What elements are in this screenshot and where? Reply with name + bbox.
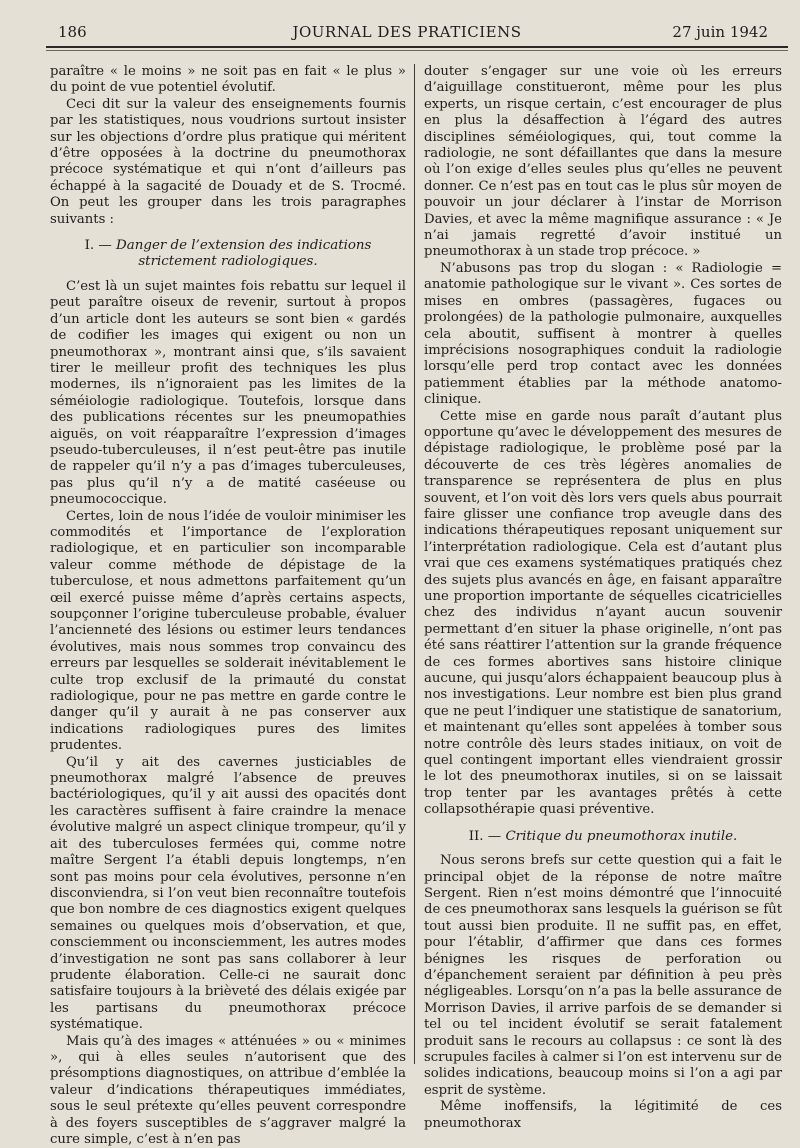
journal-title: JOURNAL DES PRATICIENS: [292, 23, 522, 41]
paragraph: Certes, loin de nous l’idée de vouloir minimiser les commodités et l’importance de l’exploration radiologique, et en particulier son incomparable valeur comme méthode de dépistage de la tuberculose, et nous admettons parfaitement qu’un œil exercé puisse même d’après certains aspects, soupçonner l’origine tuberculeuse probable, évaluer l’ancienneté des lésions ou estimer leurs tendances évolutives, mais nous sommes trop convaincu des erreurs par lesquelles se solderait inévitablement le culte trop exclusif de la primauté du constat radiologique, pour ne pas mettre en garde contre le danger qu’il y aurait à ne pas conserver aux indications radiologiques pures des limites prudentes.: [50, 508, 406, 754]
header-rule-thin: [46, 50, 788, 51]
paragraph: paraître « le moins » ne soit pas en fait « le plus » du point de vue potentiel évolutif.: [50, 64, 406, 96]
issue-date: 27 juin 1942: [672, 23, 768, 41]
header-rule: [46, 46, 788, 48]
paragraph: N’abusons pas trop du slogan : « Radiologie = anatomie pathologique sur le vivant ». Ces sortes de mises en ombres (passagères, fugaces ou prolongées) de la pathologie pulmonaire, auxquelles cela aboutit, suffisent à montrer à quelles imprécisions nosographiques conduit la radiologie lorsqu’elle perd trop contact avec les données patiemment établies par la méthode anatomo-clinique.: [424, 260, 782, 408]
paragraph: Ceci dit sur la valeur des enseignements fournis par les statistiques, nous voudrions surtout insister sur les objections d’ordre plus pratique qui méritent d’être opposées à la doctrine du pneumothorax précoce systématique et qui n’ont d’ailleurs pas échappé à la sagacité de Douady et de S. Trocmé. On peut les grouper dans les trois paragraphes suivants :: [50, 96, 406, 227]
column-divider: [414, 64, 415, 1064]
paragraph: Même inoffensifs, la légitimité de ces pneumothorax: [424, 1099, 782, 1131]
section-title: Danger de l’extension des indications strictement radiologiques.: [116, 238, 372, 270]
paragraph: douter s’engager sur une voie où les erreurs d’aiguillage constitueront, même pour les plus experts, un risque certain, c’est encourager de plus en plus la désaffection à l’égard des autres disciplines séméiologiques, qui, tout comme la radiologie, ne sont défaillantes que dans la mesure où l’on exige d’elles seules plus qu’elles ne peuvent donner. Ce n’est pas en tout cas le plus sûr moyen de pouvoir un jour déclarer à l’instar de Morrison Davies, et avec la même magnifique assurance : « Je n’ai jamais regretté d’avoir institué un pneumothorax à un stade trop précoce. »: [424, 64, 782, 260]
section-number: I. —: [84, 238, 112, 254]
paragraph: C’est là un sujet maintes fois rebattu sur lequel il peut paraître oiseux de revenir, surtout à propos d’un article dont les auteurs se sont bien « gardés de codifier les images qui exigent ou non un pneumothorax », montrant ainsi que, s’ils savaient tirer le meilleur profit des techniques les plus modernes, ils n’ignoraient pas les limites de la séméiologie radiologique. Toutefois, lorsque dans des publications récentes sur les pneumopathies aiguës, on voit réapparaître l’expression d’images pseudo-tuberculeuses, il n’est peut-être pas inutile de rappeler qu’il n’y a pas d’images tuberculeuses, pas plus qu’il n’y a de matité caséeuse ou pneumococcique.: [50, 278, 406, 508]
page-header: [46, 20, 768, 44]
paragraph: Cette mise en garde nous paraît d’autant plus opportune qu’avec le développement des mesures de dépistage radiologique, le problème posé par la découverte de ces très légères anomalies de transparence se représentera de plus en plus souvent, et l’on voit dès lors vers quels abus pourrait faire glisser une confiance trop aveugle dans des indications thérapeutiques reposant uniquement sur l’interprétation radiologique. Cela est d’autant plus vrai que ces examens systématiques pratiqués chez des sujets plus avancés en âge, en faisant apparaître une proportion importante de séquelles cicatricielles chez des individus n’ayant aucun souvenir permettant d’en situer la phase originelle, n’ont pas été sans réattirer l’attention sur la grande fréquence de ces formes abortives sans histoire clinique aucune, qui jusqu’alors échappaient beaucoup plus à nos investigations. Leur nombre est bien plus grand que ne peut l’indiquer une statistique de sanatorium, et maintenant qu’elles sont appelées à tomber sous notre contrôle dès leurs stades initiaux, on voit de quel contingent important elles viendraient grossir le lot des pneumothorax inutiles, si on se laissait trop tenter par les avantages prêtés à cette collapsothérapie quasi préventive.: [424, 408, 782, 818]
section-number: II. —: [468, 828, 502, 844]
section-heading-1: [50, 238, 406, 271]
section-title: Critique du pneumothorax inutile.: [505, 828, 738, 844]
page-number: 186: [58, 23, 87, 41]
paragraph: Nous serons brefs sur cette question qui a fait le principal objet de la réponse de notre maître Sergent. Rien n’est moins démontré que l’innocuité de ces pneumothorax sans lesquels la guérison se fût tout aussi bien produite. Il ne suffit pas, en effet, pour l’établir, d’affirmer que dans ces formes bénignes les risques de perforation ou d’épanchement seraient par définition à peu près négligeables. Lorsqu’on n’a pas la belle assurance de Morrison Davies, il arrive parfois de se demander si tel ou tel incident évolutif se serait fatalement produit sans le recours au collapsus : ce sont là des scrupules faciles à calmer si l’on est intervenu sur de solides indications, beaucoup moins si l’on a agi par esprit de système.: [424, 853, 782, 1098]
right-column: [424, 64, 782, 1131]
left-column: [50, 64, 406, 1147]
paragraph: Mais qu’à des images « atténuées » ou « minimes », qui à elles seules n’autorisent que des présomptions diagnostiques, on attribue d’emblée la valeur d’indications thérapeutiques immédiates, sous le seul prétexte qu’elles peuvent correspondre à des foyers susceptibles de s’aggraver malgré la cure simple, c’est à n’en pas: [50, 1033, 406, 1147]
section-heading-2: [424, 829, 782, 845]
paragraph: Qu’il y ait des cavernes justiciables de pneumothorax malgré l’absence de preuves bactériologiques, qu’il y ait aussi des opacités dont les caractères suffisent à faire craindre la menace évolutive malgré un aspect clinique trompeur, qu’il y ait des tuberculoses fermées qui, comme notre maître Sergent l’a établi depuis longtemps, n’en sont pas moins pour cela évolutives, personne n’en disconviendra, si l’on veut bien reconnaître toutefois que bon nombre de ces diagnostics exigent quelques semaines ou quelques mois d’observation, et que, consciemment ou inconsciemment, les autres modes d’investigation ne sont pas sans collaborer à leur prudente élaboration. Celle-ci ne saurait donc satisfaire toujours à la brièveté des délais exigée par les partisans du pneumothorax précoce systématique.: [50, 754, 406, 1033]
